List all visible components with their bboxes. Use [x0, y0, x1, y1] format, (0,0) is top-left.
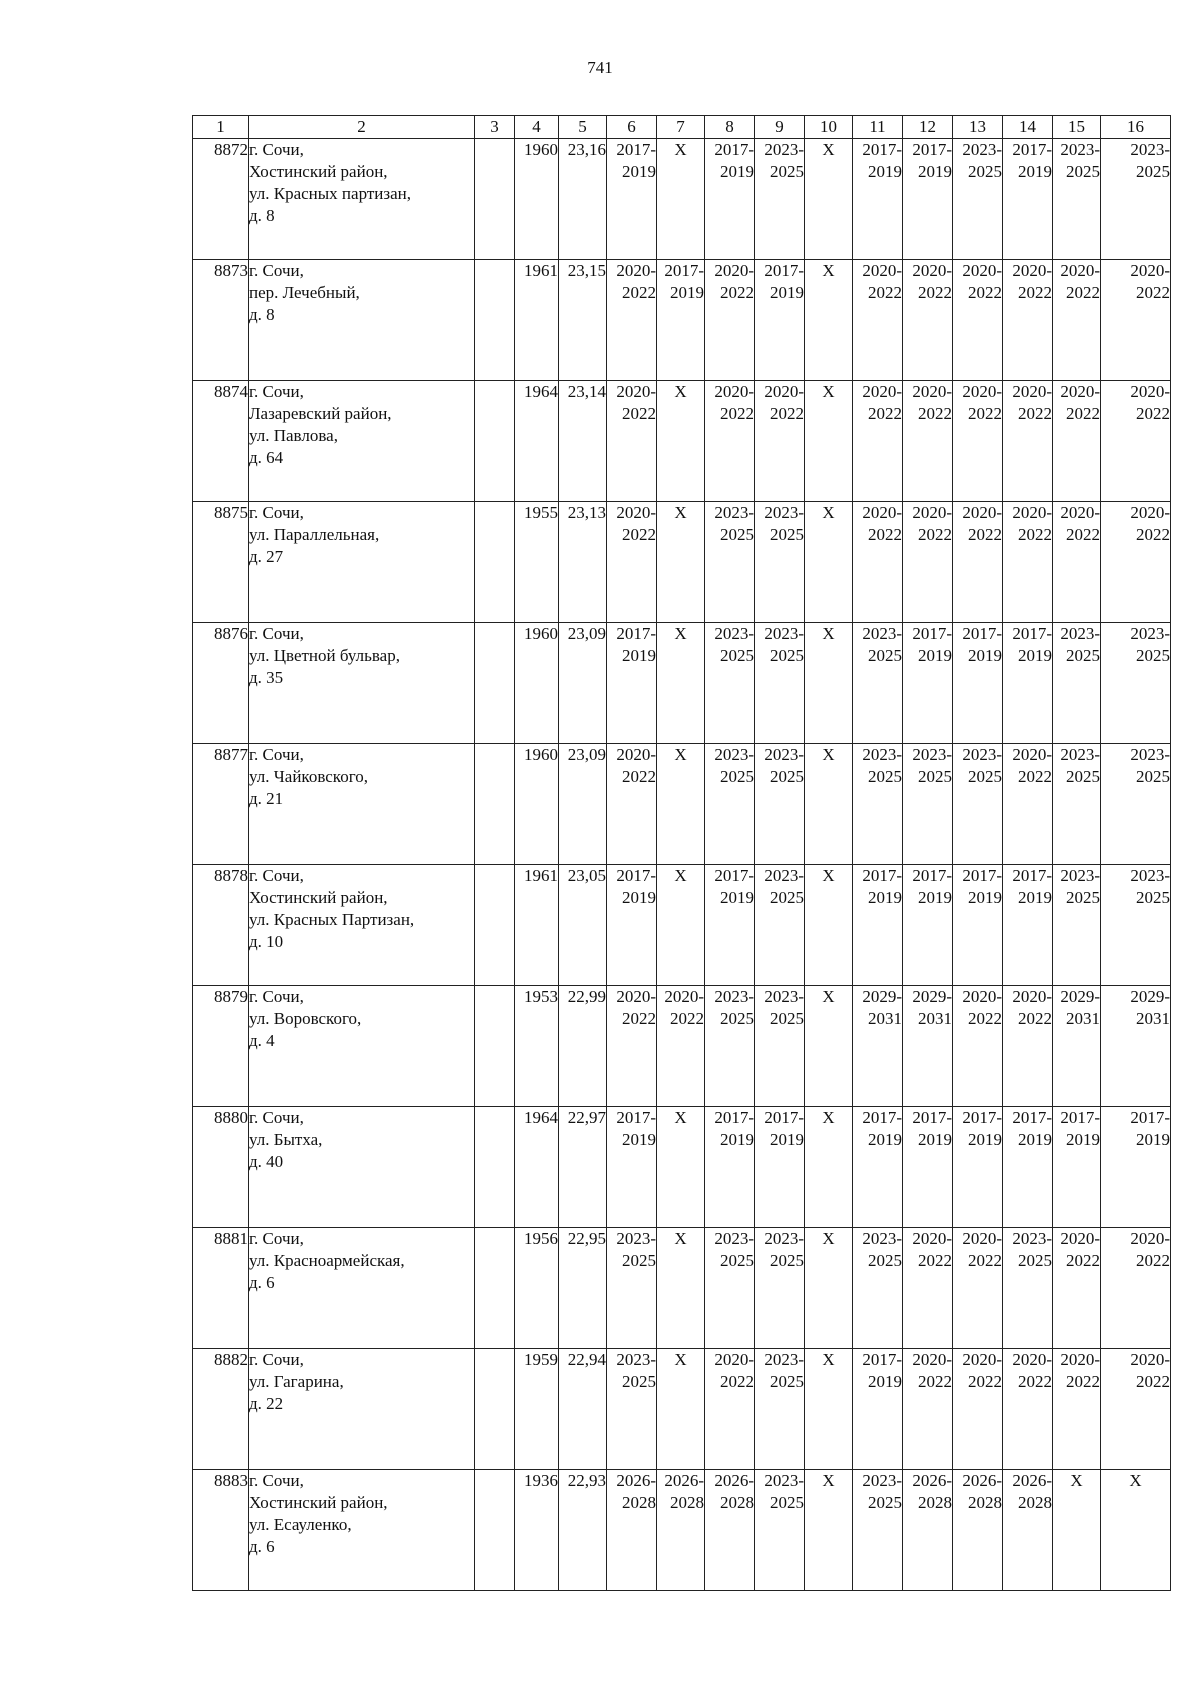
cell-col-5: 23,13 [559, 502, 607, 623]
cell-col-8: 2017- 2019 [705, 865, 755, 986]
cell-col-16: 2023- 2025 [1101, 139, 1171, 260]
cell-col-10: X [805, 1470, 853, 1591]
cell-col-11: 2020- 2022 [853, 260, 903, 381]
cell-col-8: 2020- 2022 [705, 381, 755, 502]
cell-col-4: 1961 [515, 865, 559, 986]
address-line: ул. Павлова, [249, 426, 338, 445]
column-header-12: 12 [903, 116, 953, 139]
address-cell [249, 381, 475, 502]
cell-col-14: 2023- 2025 [1003, 1228, 1053, 1349]
cell-col-13: 2017- 2019 [953, 865, 1003, 986]
cell-col-7: X [657, 502, 705, 623]
cell-col-15: 2023- 2025 [1053, 139, 1101, 260]
table-row [193, 986, 1171, 1107]
address-line: д. 6 [249, 1537, 275, 1556]
cell-col-6: 2020- 2022 [607, 502, 657, 623]
cell-col-6: 2020- 2022 [607, 260, 657, 381]
cell-col-14: 2020- 2022 [1003, 260, 1053, 381]
address-line: д. 40 [249, 1152, 284, 1171]
table-row [193, 623, 1171, 744]
column-header-9: 9 [755, 116, 805, 139]
cell-col-15: 2020- 2022 [1053, 260, 1101, 381]
cell-col-5: 22,93 [559, 1470, 607, 1591]
address-line: г. Сочи, [249, 503, 304, 522]
cell-col-13: 2017- 2019 [953, 1107, 1003, 1228]
cell-col-14: 2020- 2022 [1003, 381, 1053, 502]
column-header-8: 8 [705, 116, 755, 139]
cell-col-16: 2023- 2025 [1101, 744, 1171, 865]
address-cell [249, 1349, 475, 1470]
address-line: д. 10 [249, 932, 284, 951]
cell-col-13: 2020- 2022 [953, 502, 1003, 623]
cell-col-7: X [657, 1349, 705, 1470]
cell-col-4: 1936 [515, 1470, 559, 1591]
cell-col-14: 2017- 2019 [1003, 139, 1053, 260]
cell-col-6: 2017- 2019 [607, 139, 657, 260]
row-number: 8873 [193, 260, 249, 381]
address-line: д. 6 [249, 1273, 275, 1292]
table-row [193, 1228, 1171, 1349]
cell-col-5: 23,15 [559, 260, 607, 381]
cell-col-9: 2023- 2025 [755, 623, 805, 744]
cell-col-8: 2023- 2025 [705, 986, 755, 1107]
address-line: г. Сочи, [249, 866, 304, 885]
address-line: ул. Цветной бульвар, [249, 646, 400, 665]
cell-col-16: 2023- 2025 [1101, 623, 1171, 744]
cell-col-6: 2020- 2022 [607, 744, 657, 865]
cell-col-7: X [657, 1228, 705, 1349]
table-row [193, 1349, 1171, 1470]
address-line: ул. Красноармейская, [249, 1251, 405, 1270]
address-line: г. Сочи, [249, 140, 304, 159]
column-header-13: 13 [953, 116, 1003, 139]
address-line: ул. Красных партизан, [249, 184, 411, 203]
cell-col-15: 2020- 2022 [1053, 1228, 1101, 1349]
cell-col-14: 2020- 2022 [1003, 744, 1053, 865]
cell-col-7: X [657, 623, 705, 744]
cell-col-3 [475, 381, 515, 502]
cell-col-13: 2020- 2022 [953, 1228, 1003, 1349]
row-number: 8878 [193, 865, 249, 986]
address-line: Хостинский район, [249, 888, 388, 907]
table-row [193, 865, 1171, 986]
address-line: Хостинский район, [249, 162, 388, 181]
cell-col-8: 2023- 2025 [705, 1228, 755, 1349]
row-number: 8875 [193, 502, 249, 623]
cell-col-13: 2020- 2022 [953, 260, 1003, 381]
cell-col-11: 2017- 2019 [853, 865, 903, 986]
cell-col-4: 1960 [515, 139, 559, 260]
cell-col-3 [475, 502, 515, 623]
cell-col-5: 23,14 [559, 381, 607, 502]
address-cell [249, 502, 475, 623]
cell-col-8: 2017- 2019 [705, 139, 755, 260]
cell-col-12: 2020- 2022 [903, 260, 953, 381]
cell-col-13: 2020- 2022 [953, 1349, 1003, 1470]
cell-col-5: 23,09 [559, 744, 607, 865]
cell-col-9: 2023- 2025 [755, 744, 805, 865]
cell-col-3 [475, 623, 515, 744]
table-row [193, 502, 1171, 623]
cell-col-3 [475, 1349, 515, 1470]
cell-col-9: 2023- 2025 [755, 1470, 805, 1591]
cell-col-13: 2023- 2025 [953, 139, 1003, 260]
cell-col-6: 2023- 2025 [607, 1228, 657, 1349]
cell-col-7: X [657, 1107, 705, 1228]
cell-col-12: 2020- 2022 [903, 1349, 953, 1470]
cell-col-14: 2020- 2022 [1003, 986, 1053, 1107]
address-cell [249, 623, 475, 744]
address-cell [249, 986, 475, 1107]
cell-col-11: 2029- 2031 [853, 986, 903, 1107]
address-line: г. Сочи, [249, 1229, 304, 1248]
table-row [193, 381, 1171, 502]
row-number: 8876 [193, 623, 249, 744]
cell-col-6: 2017- 2019 [607, 865, 657, 986]
cell-col-15: X [1053, 1470, 1101, 1591]
address-line: г. Сочи, [249, 261, 304, 280]
cell-col-16: 2020- 2022 [1101, 1228, 1171, 1349]
row-number: 8880 [193, 1107, 249, 1228]
column-header-6: 6 [607, 116, 657, 139]
column-header-16: 16 [1101, 116, 1171, 139]
address-cell [249, 744, 475, 865]
cell-col-4: 1964 [515, 381, 559, 502]
cell-col-11: 2017- 2019 [853, 1349, 903, 1470]
cell-col-14: 2017- 2019 [1003, 1107, 1053, 1228]
cell-col-8: 2020- 2022 [705, 1349, 755, 1470]
cell-col-10: X [805, 139, 853, 260]
cell-col-16: 2020- 2022 [1101, 260, 1171, 381]
cell-col-4: 1964 [515, 1107, 559, 1228]
address-cell [249, 865, 475, 986]
address-cell [249, 1107, 475, 1228]
cell-col-7: X [657, 744, 705, 865]
cell-col-3 [475, 1228, 515, 1349]
cell-col-9: 2017- 2019 [755, 1107, 805, 1228]
cell-col-7: X [657, 865, 705, 986]
cell-col-7: X [657, 381, 705, 502]
address-cell [249, 139, 475, 260]
cell-col-7: 2026- 2028 [657, 1470, 705, 1591]
address-line: д. 22 [249, 1394, 284, 1413]
column-header-10: 10 [805, 116, 853, 139]
cell-col-12: 2029- 2031 [903, 986, 953, 1107]
column-header-2: 2 [249, 116, 475, 139]
column-header-4: 4 [515, 116, 559, 139]
row-number: 8883 [193, 1470, 249, 1591]
cell-col-4: 1960 [515, 744, 559, 865]
cell-col-5: 22,97 [559, 1107, 607, 1228]
cell-col-9: 2023- 2025 [755, 1228, 805, 1349]
cell-col-10: X [805, 260, 853, 381]
table-row [193, 139, 1171, 260]
cell-col-6: 2020- 2022 [607, 381, 657, 502]
cell-col-11: 2020- 2022 [853, 381, 903, 502]
cell-col-5: 23,16 [559, 139, 607, 260]
address-line: г. Сочи, [249, 1108, 304, 1127]
address-cell [249, 1470, 475, 1591]
cell-col-7: X [657, 139, 705, 260]
cell-col-9: 2023- 2025 [755, 139, 805, 260]
cell-col-12: 2026- 2028 [903, 1470, 953, 1591]
cell-col-12: 2017- 2019 [903, 139, 953, 260]
page-number: 741 [587, 58, 613, 77]
cell-col-11: 2023- 2025 [853, 623, 903, 744]
row-number: 8874 [193, 381, 249, 502]
cell-col-7: 2017- 2019 [657, 260, 705, 381]
column-header-1: 1 [193, 116, 249, 139]
address-cell [249, 1228, 475, 1349]
cell-col-10: X [805, 1228, 853, 1349]
cell-col-12: 2020- 2022 [903, 1228, 953, 1349]
address-line: Лазаревский район, [249, 404, 392, 423]
cell-col-11: 2023- 2025 [853, 1470, 903, 1591]
cell-col-15: 2017- 2019 [1053, 1107, 1101, 1228]
address-line: д. 27 [249, 547, 284, 566]
row-number: 8881 [193, 1228, 249, 1349]
cell-col-15: 2023- 2025 [1053, 865, 1101, 986]
row-number: 8877 [193, 744, 249, 865]
table-row [193, 744, 1171, 865]
cell-col-3 [475, 865, 515, 986]
column-header-14: 14 [1003, 116, 1053, 139]
table-body [193, 139, 1171, 1591]
address-line: Хостинский район, [249, 1493, 388, 1512]
cell-col-6: 2017- 2019 [607, 623, 657, 744]
cell-col-5: 22,95 [559, 1228, 607, 1349]
cell-col-8: 2026- 2028 [705, 1470, 755, 1591]
cell-col-10: X [805, 381, 853, 502]
cell-col-6: 2023- 2025 [607, 1349, 657, 1470]
cell-col-16: 2020- 2022 [1101, 502, 1171, 623]
cell-col-10: X [805, 865, 853, 986]
address-line: ул. Красных Партизан, [249, 910, 415, 929]
cell-col-10: X [805, 1349, 853, 1470]
cell-col-15: 2023- 2025 [1053, 744, 1101, 865]
row-number: 8879 [193, 986, 249, 1107]
cell-col-16: 2020- 2022 [1101, 381, 1171, 502]
cell-col-9: 2023- 2025 [755, 1349, 805, 1470]
cell-col-11: 2020- 2022 [853, 502, 903, 623]
address-line: ул. Параллельная, [249, 525, 380, 544]
cell-col-10: X [805, 623, 853, 744]
cell-col-4: 1959 [515, 1349, 559, 1470]
cell-col-11: 2023- 2025 [853, 1228, 903, 1349]
cell-col-16: 2020- 2022 [1101, 1349, 1171, 1470]
cell-col-8: 2020- 2022 [705, 260, 755, 381]
cell-col-14: 2026- 2028 [1003, 1470, 1053, 1591]
cell-col-8: 2017- 2019 [705, 1107, 755, 1228]
address-line: ул. Есауленко, [249, 1515, 352, 1534]
cell-col-14: 2017- 2019 [1003, 623, 1053, 744]
cell-col-12: 2017- 2019 [903, 865, 953, 986]
cell-col-13: 2023- 2025 [953, 744, 1003, 865]
cell-col-13: 2026- 2028 [953, 1470, 1003, 1591]
cell-col-9: 2017- 2019 [755, 260, 805, 381]
cell-col-16: 2023- 2025 [1101, 865, 1171, 986]
cell-col-15: 2020- 2022 [1053, 381, 1101, 502]
cell-col-6: 2017- 2019 [607, 1107, 657, 1228]
cell-col-13: 2020- 2022 [953, 986, 1003, 1107]
cell-col-15: 2029- 2031 [1053, 986, 1101, 1107]
table-row [193, 1107, 1171, 1228]
cell-col-9: 2023- 2025 [755, 865, 805, 986]
cell-col-8: 2023- 2025 [705, 502, 755, 623]
cell-col-10: X [805, 986, 853, 1107]
cell-col-6: 2020- 2022 [607, 986, 657, 1107]
cell-col-3 [475, 1107, 515, 1228]
address-line: ул. Бытха, [249, 1130, 323, 1149]
cell-col-10: X [805, 1107, 853, 1228]
cell-col-15: 2020- 2022 [1053, 1349, 1101, 1470]
address-line: д. 8 [249, 305, 275, 324]
header-row [193, 116, 1171, 139]
cell-col-16: 2017- 2019 [1101, 1107, 1171, 1228]
address-line: г. Сочи, [249, 745, 304, 764]
cell-col-3 [475, 1470, 515, 1591]
address-line: г. Сочи, [249, 382, 304, 401]
address-line: д. 4 [249, 1031, 275, 1050]
cell-col-4: 1960 [515, 623, 559, 744]
cell-col-5: 23,09 [559, 623, 607, 744]
cell-col-15: 2023- 2025 [1053, 623, 1101, 744]
address-line: г. Сочи, [249, 624, 304, 643]
cell-col-14: 2020- 2022 [1003, 502, 1053, 623]
cell-col-10: X [805, 744, 853, 865]
cell-col-5: 23,05 [559, 865, 607, 986]
cell-col-16: X [1101, 1470, 1171, 1591]
cell-col-9: 2023- 2025 [755, 986, 805, 1107]
cell-col-12: 2017- 2019 [903, 1107, 953, 1228]
column-header-5: 5 [559, 116, 607, 139]
cell-col-7: 2020- 2022 [657, 986, 705, 1107]
cell-col-12: 2020- 2022 [903, 381, 953, 502]
cell-col-4: 1953 [515, 986, 559, 1107]
address-line: д. 8 [249, 206, 275, 225]
cell-col-5: 22,99 [559, 986, 607, 1107]
cell-col-13: 2017- 2019 [953, 623, 1003, 744]
cell-col-12: 2023- 2025 [903, 744, 953, 865]
address-line: д. 21 [249, 789, 284, 808]
cell-col-3 [475, 744, 515, 865]
cell-col-3 [475, 986, 515, 1107]
cell-col-3 [475, 260, 515, 381]
cell-col-8: 2023- 2025 [705, 623, 755, 744]
column-header-15: 15 [1053, 116, 1101, 139]
cell-col-11: 2017- 2019 [853, 1107, 903, 1228]
address-line: д. 64 [249, 448, 284, 467]
address-line: г. Сочи, [249, 1471, 304, 1490]
cell-col-16: 2029- 2031 [1101, 986, 1171, 1107]
address-cell [249, 260, 475, 381]
cell-col-3 [475, 139, 515, 260]
column-header-3: 3 [475, 116, 515, 139]
cell-col-12: 2020- 2022 [903, 502, 953, 623]
cell-col-4: 1955 [515, 502, 559, 623]
column-header-7: 7 [657, 116, 705, 139]
cell-col-13: 2020- 2022 [953, 381, 1003, 502]
cell-col-14: 2020- 2022 [1003, 1349, 1053, 1470]
address-line: г. Сочи, [249, 1350, 304, 1369]
cell-col-12: 2017- 2019 [903, 623, 953, 744]
cell-col-11: 2017- 2019 [853, 139, 903, 260]
table-row [193, 260, 1171, 381]
cell-col-9: 2023- 2025 [755, 502, 805, 623]
row-number: 8872 [193, 139, 249, 260]
cell-col-8: 2023- 2025 [705, 744, 755, 865]
cell-col-5: 22,94 [559, 1349, 607, 1470]
address-line: ул. Гагарина, [249, 1372, 344, 1391]
repair-schedule-table [192, 115, 1171, 1591]
address-line: пер. Лечебный, [249, 283, 360, 302]
cell-col-15: 2020- 2022 [1053, 502, 1101, 623]
cell-col-10: X [805, 502, 853, 623]
table-row [193, 1470, 1171, 1591]
cell-col-9: 2020- 2022 [755, 381, 805, 502]
address-line: ул. Воровского, [249, 1009, 362, 1028]
cell-col-6: 2026- 2028 [607, 1470, 657, 1591]
address-line: д. 35 [249, 668, 284, 687]
cell-col-4: 1961 [515, 260, 559, 381]
cell-col-11: 2023- 2025 [853, 744, 903, 865]
address-line: ул. Чайковского, [249, 767, 368, 786]
cell-col-14: 2017- 2019 [1003, 865, 1053, 986]
cell-col-4: 1956 [515, 1228, 559, 1349]
row-number: 8882 [193, 1349, 249, 1470]
column-header-11: 11 [853, 116, 903, 139]
address-line: г. Сочи, [249, 987, 304, 1006]
